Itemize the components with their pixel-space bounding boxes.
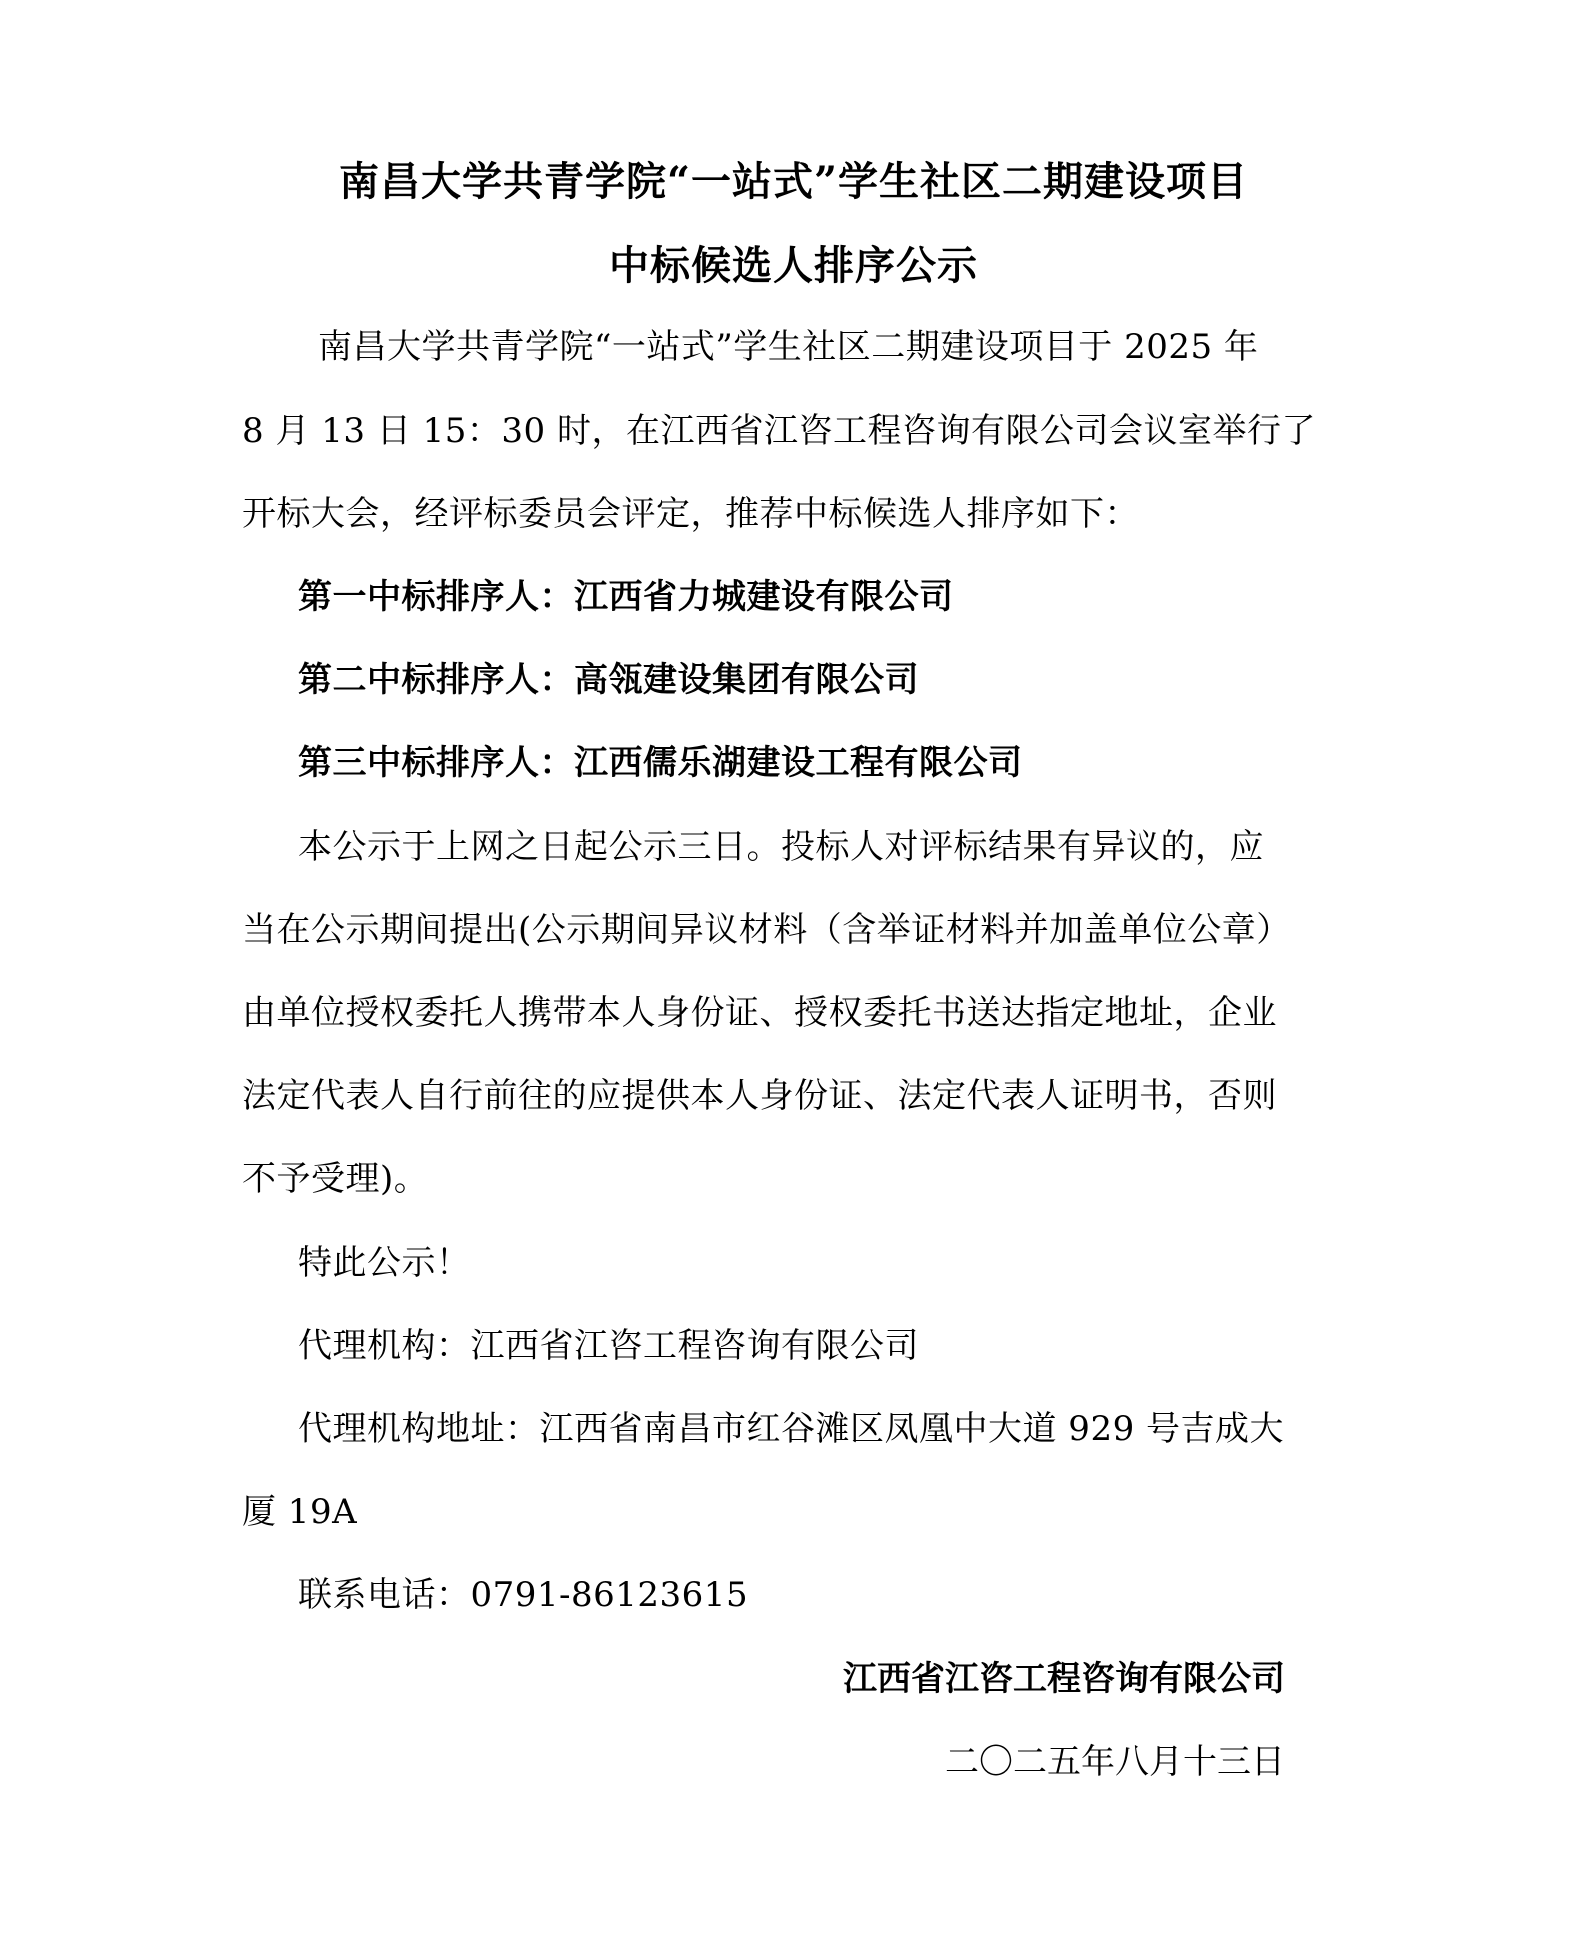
candidate-3-name: 江西儒乐湖建设工程有限公司 — [574, 743, 1023, 783]
contact-phone: 0791-86123615 — [470, 1575, 749, 1615]
candidate-1-rank: 第一中标排序人： — [298, 577, 574, 617]
closing-statement: 特此公示！ — [298, 1243, 471, 1283]
candidate-2-name: 高瓴建设集团有限公司 — [574, 660, 919, 700]
notice-line-5: 不予受理)。 — [242, 1159, 429, 1199]
signature-date: 二〇二五年八月十三日 — [945, 1742, 1285, 1782]
candidate-2-rank: 第二中标排序人： — [298, 660, 574, 700]
candidate-3 — [298, 743, 1023, 783]
document-title-line2: 中标候选人排序公示 — [609, 242, 978, 289]
intro-line-1: 南昌大学共青学院“一站式”学生社区二期建设项目于 2025 年 — [318, 327, 1259, 367]
agency-address-label: 代理机构地址： — [298, 1409, 540, 1449]
candidate-3-rank: 第三中标排序人： — [298, 743, 574, 783]
notice-line-3: 由单位授权委托人携带本人身份证、授权委托书送达指定地址，企业 — [242, 993, 1277, 1033]
document-title-line1: 南昌大学共青学院“一站式”学生社区二期建设项目 — [338, 158, 1248, 205]
contact-label: 联系电话： — [298, 1575, 471, 1615]
agency-label: 代理机构： — [298, 1326, 471, 1366]
agency-line — [298, 1326, 919, 1366]
candidate-1-name: 江西省力城建设有限公司 — [574, 577, 954, 617]
signature-org: 江西省江咨工程咨询有限公司 — [843, 1659, 1285, 1699]
notice-line-1: 本公示于上网之日起公示三日。投标人对评标结果有异议的，应 — [298, 827, 1264, 867]
agency-address-line-1 — [298, 1409, 1285, 1449]
agency-name: 江西省江咨工程咨询有限公司 — [470, 1326, 919, 1366]
intro-line-2: 8 月 13 日 15：30 时，在江西省江咨工程咨询有限公司会议室举行了 — [242, 411, 1316, 451]
candidate-1 — [298, 577, 954, 617]
agency-address-line-2: 厦 19A — [242, 1492, 358, 1532]
notice-line-4: 法定代表人自行前往的应提供本人身份证、法定代表人证明书，否则 — [242, 1076, 1277, 1116]
agency-address-value: 江西省南昌市红谷滩区凤凰中大道 929 号吉成大 — [539, 1409, 1285, 1449]
intro-line-3: 开标大会，经评标委员会评定，推荐中标候选人排序如下： — [242, 494, 1139, 534]
candidate-2 — [298, 660, 919, 700]
notice-line-2: 当在公示期间提出(公示期间异议材料（含举证材料并加盖单位公章） — [242, 910, 1291, 950]
contact-line — [298, 1575, 749, 1615]
